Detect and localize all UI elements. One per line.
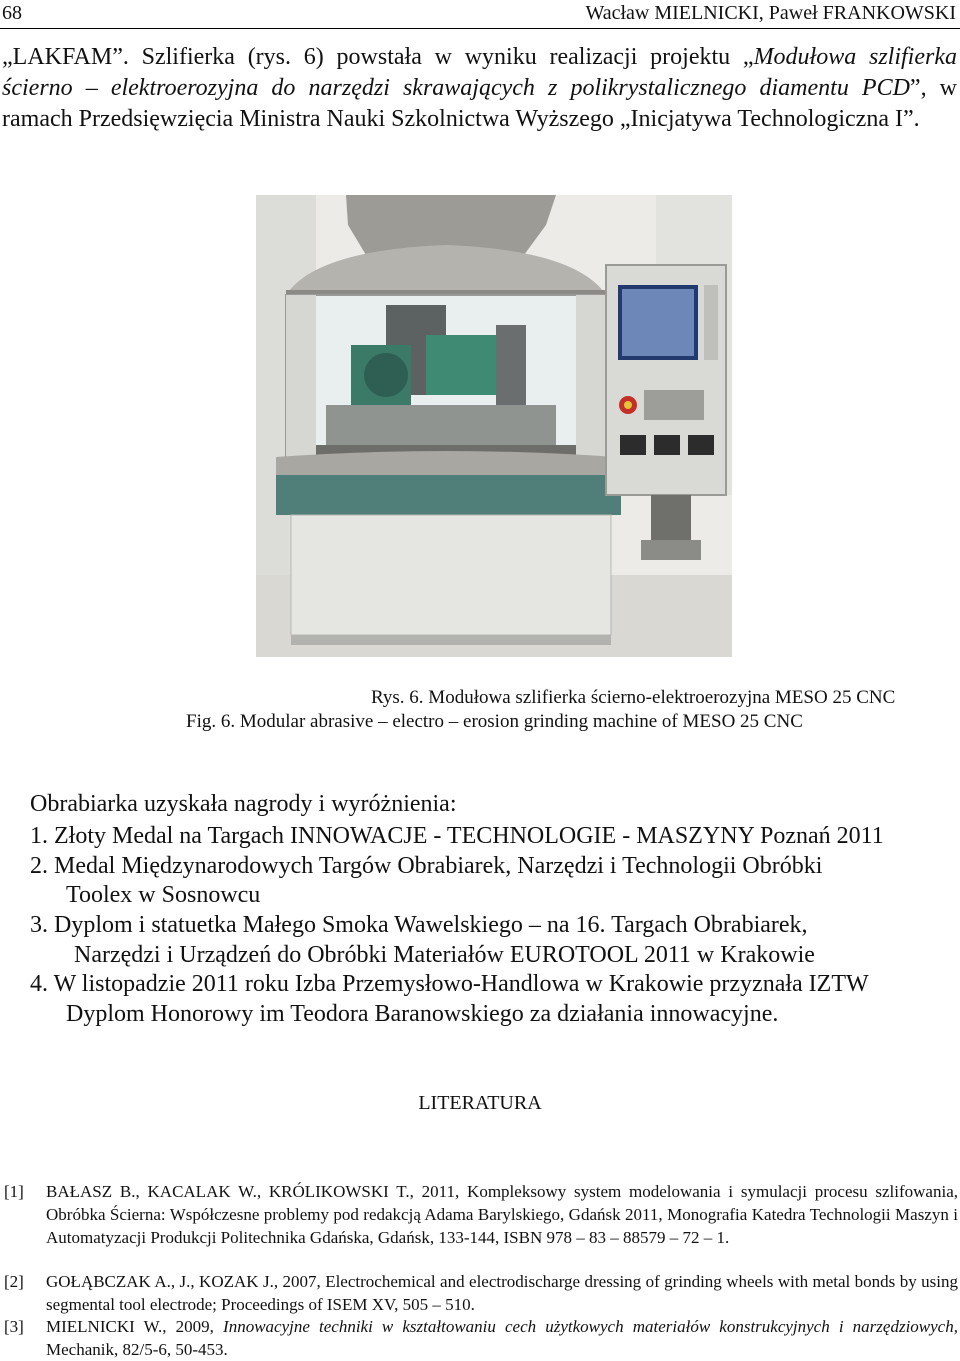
award-text: W listopadzie 2011 roku Izba Przemysłowo-Handlowa w Krakowie przyznała IZTW xyxy=(53,971,869,997)
page-number: 68 xyxy=(2,2,22,24)
award-item-3-cont: Narzędzi i Urządzeń do Obróbki Materiałów EUROTOOL 2011 w Krakowie xyxy=(74,942,815,968)
award-item-3 xyxy=(30,910,808,940)
awards-heading: Obrabiarka uzyskała nagrody i wyróżnienia: xyxy=(30,791,457,817)
award-item-2 xyxy=(30,851,822,881)
intro-paragraph xyxy=(2,42,957,135)
reference-2 xyxy=(4,1270,958,1316)
figure-caption-en: Fig. 6. Modular abrasive – electro – erosion grinding machine of MESO 25 CNC xyxy=(186,711,803,732)
reference-tag: [2] xyxy=(4,1272,24,1291)
award-number: 4. xyxy=(30,971,48,997)
award-item-4 xyxy=(30,969,869,999)
intro-text-1: „LAKFAM”. Szlifierka (rys. 6) powstała w wyniku realizacji projektu „ xyxy=(2,44,754,70)
reference-tag: [1] xyxy=(4,1182,24,1201)
running-head-authors: Wacław MIELNICKI, Paweł FRANKOWSKI xyxy=(585,2,956,24)
reference-text: GOŁĄBCZAK A., J., KOZAK J., 2007, Electrochemical and electrodischarge dressing of grinding wheels with metal bonds by using segmental tool electrode; Proceedings of ISEM XV, 505 – 510. xyxy=(46,1272,958,1314)
reference-title: Innowacyjne techniki w kształtowaniu cech użytkowych materiałów konstrukcyjnych i narzędziowych, xyxy=(223,1317,958,1336)
reference-text: BAŁASZ B., KACALAK W., KRÓLIKOWSKI T., 2011, Kompleksowy system modelowania i symulacji procesu szlifowania, Obróbka Ścierna: Współczesne problemy pod redakcją Adama Barylskiego, Gdańsk 2011, Monografia Katedra Technologii Maszyn i Automatyzacji Produkcji Politechnika Gdańska, Gdańsk, 133-144, ISBN 978 – 83 – 88579 – 72 – 1. xyxy=(46,1182,958,1247)
award-text: Medal Międzynarodowych Targów Obrabiarek, Narzędzi i Technologii Obróbki xyxy=(54,853,823,879)
intro-project-title: Modułowa szlifierka ścierno – elektroerozyjna do narzędzi skrawających z polikrystalicznego diamentu PCD xyxy=(2,44,957,101)
award-number: 2. xyxy=(30,853,48,879)
reference-authors: MIELNICKI W., 2009, xyxy=(46,1317,224,1336)
reference-tag: [3] xyxy=(4,1317,24,1336)
reference-3 xyxy=(4,1315,958,1361)
machine-photo xyxy=(256,195,732,657)
award-number: 3. xyxy=(30,912,48,938)
figure-caption-pl: Rys. 6. Modułowa szlifierka ścierno-elektroerozyjna MESO 25 CNC xyxy=(371,687,896,708)
award-text: Złoty Medal na Targach INNOWACJE - TECHNOLOGIE - MASZYNY Poznań 2011 xyxy=(54,823,884,849)
literature-heading: LITERATURA xyxy=(418,1092,542,1114)
intro-text-2: ”, w ramach Przedsięwzięcia Ministra Nauki Szkolnictwa Wyższego „Inicjatywa Technologiczna I”. xyxy=(2,75,957,132)
reference-source: Mechanik, 82/5-6, 50-453. xyxy=(46,1340,228,1359)
award-item-4-cont: Dyplom Honorowy im Teodora Baranowskiego za działania innowacyjne. xyxy=(66,1001,779,1027)
award-text: Dyplom i statuetka Małego Smoka Wawelskiego – na 16. Targach Obrabiarek, xyxy=(54,912,808,938)
award-item-1 xyxy=(30,821,884,851)
reference-1 xyxy=(4,1180,958,1249)
award-number: 1. xyxy=(30,823,48,849)
award-item-2-cont: Toolex w Sosnowcu xyxy=(66,882,261,908)
page-header xyxy=(0,0,960,29)
reference-text xyxy=(46,1315,958,1361)
